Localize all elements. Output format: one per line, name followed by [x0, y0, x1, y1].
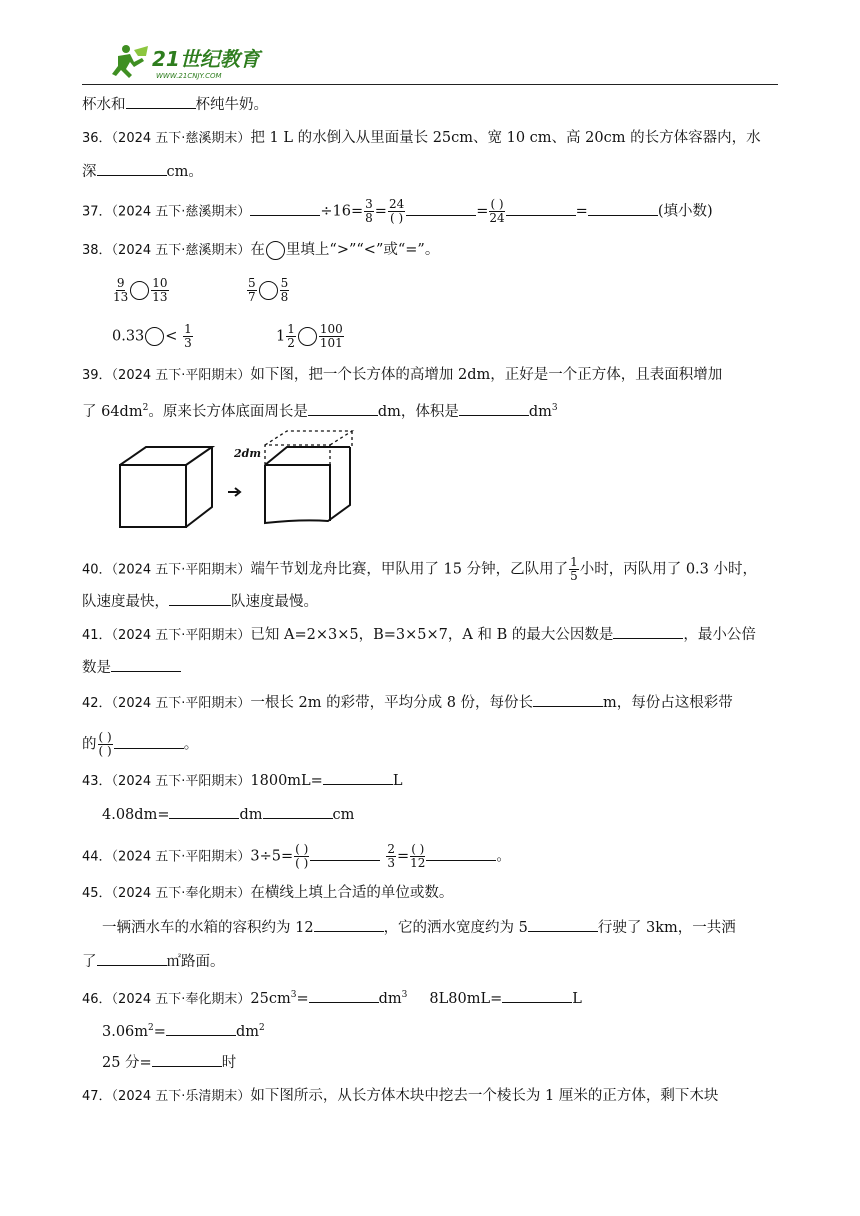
answer-blank[interactable] — [126, 94, 196, 109]
question-36: 36．（2024 五下·慈溪期末）把 1 L 的水倒入从里面量长 25cm、宽 10 cm、高 20cm 的长方体容器内，水 — [82, 130, 761, 146]
question-45-cont2: 了 ㎡路面。 — [82, 951, 225, 972]
carry-over-line: 杯水和 杯纯牛奶。 — [82, 94, 268, 115]
compare-circle — [266, 241, 285, 260]
answer-blank[interactable] — [263, 804, 333, 819]
question-45: 45．（2024 五下·奉化期末）在横线上填上合适的单位或数。 — [82, 885, 454, 901]
answer-blank[interactable] — [250, 201, 320, 216]
fraction: $\frac{3}{8}$ — [365, 197, 373, 225]
fraction: $\frac{24}{( )}$ — [388, 197, 405, 225]
answer-blank[interactable] — [111, 657, 181, 672]
answer-blank[interactable] — [169, 591, 231, 606]
answer-blank[interactable] — [314, 917, 384, 932]
answer-blank[interactable] — [308, 401, 378, 416]
compare-circle[interactable] — [145, 327, 164, 346]
answer-blank[interactable] — [169, 804, 239, 819]
question-36-cont: 深 cm。 — [82, 161, 203, 182]
compare-c: 0.33 < $\frac{1}{3}$ — [112, 322, 192, 350]
fraction: $\frac{( )}{24}$ — [489, 197, 505, 225]
question-37: 37．（2024 五下·慈溪期末） ÷16= $\frac{3}{8}$ = $\frac{24}{( )}$ = $\frac{( )}{24}$ = (填小数) — [82, 197, 713, 225]
answer-blank[interactable] — [114, 734, 184, 749]
answer-blank[interactable] — [613, 624, 683, 639]
page-header — [82, 40, 778, 88]
answer-blank[interactable] — [528, 917, 598, 932]
compare-circle[interactable] — [298, 327, 317, 346]
question-46-cont2: 25 分= 时 — [102, 1052, 236, 1073]
question-43: 43．（2024 五下·平阳期末）1800mL= L — [82, 770, 402, 792]
answer-blank[interactable] — [406, 201, 476, 216]
answer-blank[interactable] — [97, 951, 167, 966]
answer-blank[interactable] — [588, 201, 658, 216]
question-38: 38．（2024 五下·慈溪期末）在 里填上“>”“<”或“=”。 — [82, 242, 440, 258]
cuboid-figure — [112, 425, 362, 530]
compare-circle[interactable] — [130, 281, 149, 300]
question-40-cont: 队速度最快， 队速度最慢。 — [82, 591, 318, 612]
answer-blank[interactable] — [533, 692, 603, 707]
question-39-cont: 了 $64dm^2$。原来长方体底面周长是 dm，体积是 $dm^3$ — [82, 398, 558, 422]
question-44: 44．（2024 五下·平阳期末）3÷5= $\frac{( )}{( )}$ $\frac{2}{3}$ = $\frac{( )}{12}$ 。 — [82, 842, 511, 870]
question-46: 46．（2024 五下·奉化期末）$25cm^3= dm^3$ 8L80mL= L — [82, 985, 582, 1010]
answer-blank[interactable] — [502, 988, 572, 1003]
answer-blank[interactable] — [459, 401, 529, 416]
answer-blank[interactable] — [310, 846, 380, 861]
answer-blank[interactable] — [426, 846, 496, 861]
question-43-cont: 4.08dm= dm cm — [102, 804, 354, 825]
answer-blank[interactable] — [152, 1052, 222, 1067]
answer-blank[interactable] — [97, 161, 167, 176]
question-45-cont: 一辆洒水车的水箱的容积约为 12 ，它的洒水宽度约为 5 行驶了 3km，一共洒 — [102, 917, 736, 938]
question-41-cont: 数是 — [82, 657, 181, 678]
logo-text: 21世纪教育 — [152, 47, 260, 71]
compare-circle[interactable] — [259, 281, 278, 300]
answer-blank[interactable] — [323, 770, 393, 785]
question-39: 39．（2024 五下·平阳期末）如下图，把一个长方体的高增加 2dm，正好是一个正方体，且表面积增加 — [82, 367, 723, 383]
question-46-cont: $3.06m^2= dm^2$ — [102, 1018, 265, 1042]
figure-label: 2dm — [234, 447, 261, 460]
question-42: 42．（2024 五下·平阳期末）一根长 2m 的彩带，平均分成 8 份，每份长 m，每份占这根彩带 — [82, 692, 733, 714]
question-40: 40．（2024 五下·平阳期末）端午节划龙舟比赛，甲队用了 15 分钟，乙队用了 $\frac{1}{5}$ 小时，丙队用了 0.3 小时， — [82, 555, 757, 583]
compare-d: 1 $\frac{1}{2}$ $\frac{100}{101}$ — [276, 322, 343, 350]
question-42-cont: 的 $\frac{( )}{( )}$ 。 — [82, 730, 199, 758]
answer-blank[interactable] — [166, 1021, 236, 1036]
header-rule — [82, 84, 778, 85]
question-47: 47．（2024 五下·乐清期末）如下图所示，从长方体木块中挖去一个棱长为 1 厘米的正方体，剩下木块 — [82, 1088, 719, 1104]
logo-21cnjy — [104, 42, 264, 82]
answer-blank[interactable] — [309, 988, 379, 1003]
answer-blank[interactable] — [506, 201, 576, 216]
logo-subtext: WWW.21CNJY.COM — [156, 72, 222, 80]
compare-a: $\frac{9}{13}$ $\frac{10}{13}$ — [113, 276, 168, 304]
question-41: 41．（2024 五下·平阳期末）已知 A=2×3×5，B=3×5×7，A 和 B 的最大公因数是 ，最小公倍 — [82, 624, 756, 646]
compare-b: $\frac{5}{7}$ $\frac{5}{8}$ — [248, 276, 289, 304]
